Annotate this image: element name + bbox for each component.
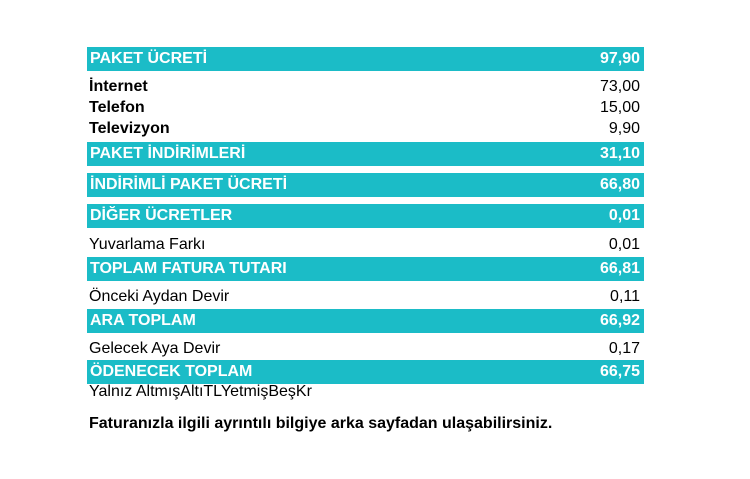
invoice-summary: [87, 0, 644, 479]
paket-indirimleri-value: 31,10: [599, 145, 640, 162]
gelecek-aya-devir-value: 0,17: [608, 339, 640, 357]
toplam-fatura-tutari-label: TOPLAM FATURA TUTARI: [90, 260, 287, 277]
paket-item-label: Telefon: [89, 98, 145, 116]
paket-item-telefon: [87, 97, 644, 118]
odenecek-toplam-row: [87, 360, 644, 384]
onceki-aydan-devir-row: [87, 286, 644, 307]
odenecek-toplam-value: 66,75: [599, 363, 640, 380]
yuvarlama-farki-value: 0,01: [608, 235, 640, 253]
toplam-fatura-tutari-value: 66,81: [599, 260, 640, 277]
diger-ucretler-value: 0,01: [608, 207, 640, 224]
paket-item-value: 15,00: [599, 98, 640, 116]
onceki-aydan-devir-label: Önceki Aydan Devir: [89, 287, 230, 305]
ara-toplam-label: ARA TOPLAM: [90, 312, 196, 329]
yuvarlama-farki-label: Yuvarlama Farkı: [89, 235, 206, 253]
indirimli-paket-ucreti-value: 66,80: [599, 176, 640, 193]
gelecek-aya-devir-label: Gelecek Aya Devir: [89, 339, 221, 357]
indirimli-paket-ucreti-row: [87, 173, 644, 197]
toplam-fatura-tutari-row: [87, 257, 644, 281]
odenecek-toplam-label: ÖDENECEK TOPLAM: [90, 363, 253, 380]
paket-item-label: İnternet: [89, 77, 148, 95]
paket-item-value: 73,00: [599, 77, 640, 95]
amount-in-words: Yalnız AltmışAltıTLYetmişBeşKr: [89, 383, 312, 400]
paket-indirimleri-label: PAKET İNDİRİMLERİ: [90, 145, 246, 162]
paket-indirimleri-row: [87, 142, 644, 166]
paket-ucreti-value: 97,90: [599, 50, 640, 67]
paket-item-televizyon: [87, 118, 644, 139]
onceki-aydan-devir-value: 0,11: [610, 287, 640, 305]
ara-toplam-value: 66,92: [599, 312, 640, 329]
indirimli-paket-ucreti-label: İNDİRİMLİ PAKET ÜCRETİ: [90, 176, 288, 193]
paket-item-label: Televizyon: [89, 119, 170, 137]
footer-note: Faturanızla ilgili ayrıntılı bilgiye arka sayfadan ulaşabilirsiniz.: [89, 415, 553, 432]
gelecek-aya-devir-row: [87, 338, 644, 359]
paket-ucreti-row: [87, 47, 644, 71]
paket-item-value: 9,90: [608, 119, 640, 137]
diger-ucretler-row: [87, 204, 644, 228]
paket-item-internet: [87, 76, 644, 97]
diger-ucretler-label: DİĞER ÜCRETLER: [90, 207, 233, 224]
yuvarlama-farki-row: [87, 234, 644, 255]
paket-ucreti-label: PAKET ÜCRETİ: [90, 50, 208, 67]
ara-toplam-row: [87, 309, 644, 333]
